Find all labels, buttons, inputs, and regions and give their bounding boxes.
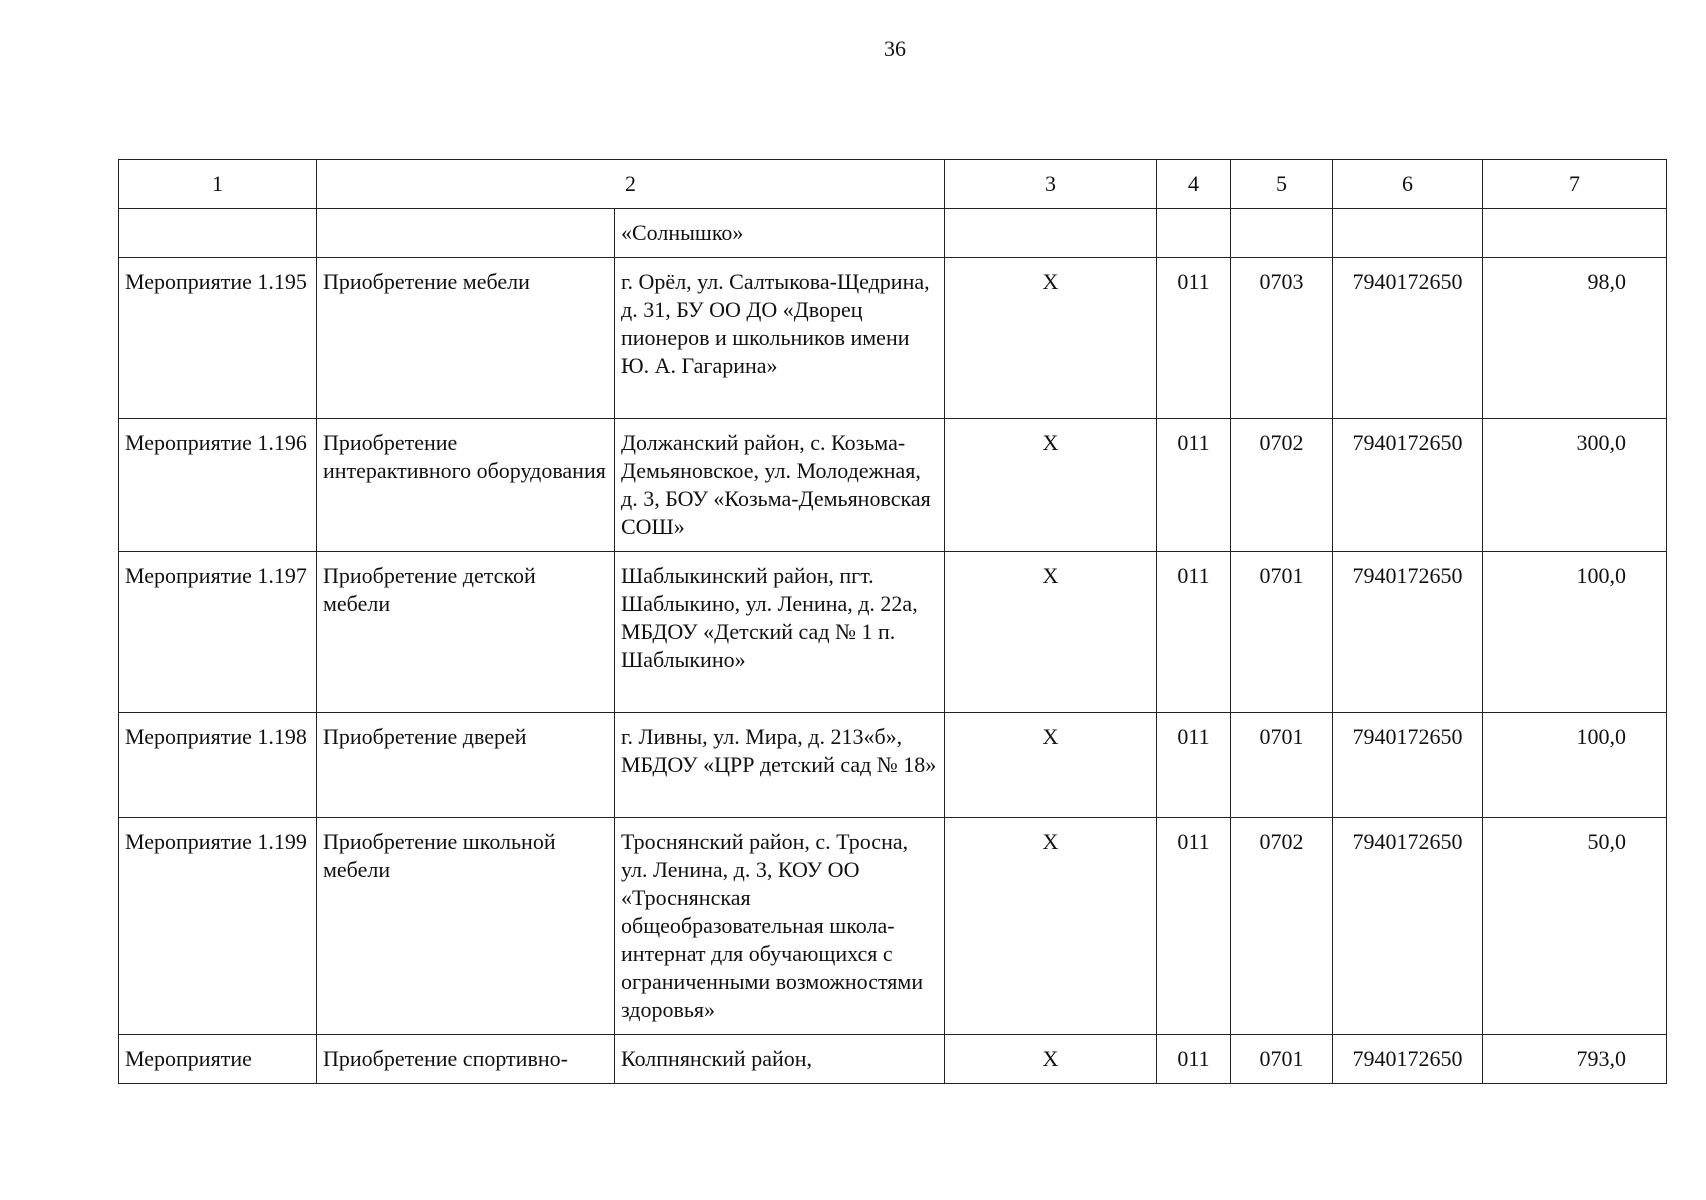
cell-address: Должанский район, с. Козьма-Демьяновское, ул. Молодежная, д. 3, БОУ «Козьма-Демьяновская СОШ» bbox=[615, 419, 945, 552]
cell-col6: 0703 bbox=[1231, 258, 1333, 419]
cell-id: Мероприятие 1.197 bbox=[119, 552, 317, 713]
cell-col5: 011 bbox=[1157, 713, 1231, 818]
cell-col6: 0702 bbox=[1231, 818, 1333, 1035]
header-row bbox=[119, 160, 1667, 209]
cell-name: Приобретение школьной мебели bbox=[317, 818, 615, 1035]
cell-col4: X bbox=[945, 258, 1157, 419]
cell-col7: 7940172650 bbox=[1333, 258, 1483, 419]
table-row bbox=[119, 713, 1667, 818]
header-col-2: 2 bbox=[317, 160, 945, 209]
header-col-5: 5 bbox=[1231, 160, 1333, 209]
cell-col4 bbox=[945, 209, 1157, 258]
cell-address: г. Ливны, ул. Мира, д. 213«б», МБДОУ «ЦРР детский сад № 18» bbox=[615, 713, 945, 818]
cell-name bbox=[317, 209, 615, 258]
cell-col5: 011 bbox=[1157, 258, 1231, 419]
cell-name: Приобретение интерактивного оборудования bbox=[317, 419, 615, 552]
cell-col5: 011 bbox=[1157, 1035, 1231, 1084]
cell-id: Мероприятие 1.195 bbox=[119, 258, 317, 419]
cell-col6 bbox=[1231, 209, 1333, 258]
cell-address: «Солнышко» bbox=[615, 209, 945, 258]
cell-id: Мероприятие bbox=[119, 1035, 317, 1084]
cell-name: Приобретение детской мебели bbox=[317, 552, 615, 713]
cell-col7: 7940172650 bbox=[1333, 552, 1483, 713]
cell-col8: 793,0 bbox=[1483, 1035, 1667, 1084]
cell-col4: X bbox=[945, 818, 1157, 1035]
cell-address: г. Орёл, ул. Салтыкова-Щедрина, д. 31, БУ ОО ДО «Дворец пионеров и школьников имени Ю. А. Гагарина» bbox=[615, 258, 945, 419]
cell-address: Шаблыкинский район, пгт. Шаблыкино, ул. Ленина, д. 22а, МБДОУ «Детский сад № 1 п. Шаблыкино» bbox=[615, 552, 945, 713]
cell-col4: X bbox=[945, 1035, 1157, 1084]
cell-col6: 0701 bbox=[1231, 552, 1333, 713]
cell-col5: 011 bbox=[1157, 419, 1231, 552]
table-row bbox=[119, 552, 1667, 713]
cell-col7: 7940172650 bbox=[1333, 1035, 1483, 1084]
cell-col7: 7940172650 bbox=[1333, 419, 1483, 552]
cell-col6: 0702 bbox=[1231, 419, 1333, 552]
cell-id: Мероприятие 1.196 bbox=[119, 419, 317, 552]
cell-col4: X bbox=[945, 552, 1157, 713]
table-row bbox=[119, 258, 1667, 419]
cell-col5: 011 bbox=[1157, 818, 1231, 1035]
header-col-1: 1 bbox=[119, 160, 317, 209]
table-row-continuation bbox=[119, 209, 1667, 258]
cell-col6: 0701 bbox=[1231, 1035, 1333, 1084]
cell-col5: 011 bbox=[1157, 552, 1231, 713]
cell-address: Колпнянский район, bbox=[615, 1035, 945, 1084]
budget-table bbox=[118, 159, 1667, 1084]
page-number: 36 bbox=[884, 36, 906, 61]
cell-name: Приобретение мебели bbox=[317, 258, 615, 419]
table-row bbox=[119, 818, 1667, 1035]
cell-col8: 100,0 bbox=[1483, 552, 1667, 713]
cell-id bbox=[119, 209, 317, 258]
table-row bbox=[119, 419, 1667, 552]
cell-col8: 100,0 bbox=[1483, 713, 1667, 818]
table-row bbox=[119, 1035, 1667, 1084]
header-col-4: 4 bbox=[1157, 160, 1231, 209]
cell-address: Троснянский район, с. Тросна, ул. Ленина, д. 3, КОУ ОО «Троснянская общеобразовательная школа-интернат для обучающихся с ограниченными возможностями здоровья» bbox=[615, 818, 945, 1035]
cell-col7 bbox=[1333, 209, 1483, 258]
cell-col4: X bbox=[945, 713, 1157, 818]
header-col-3: 3 bbox=[945, 160, 1157, 209]
cell-col8: 300,0 bbox=[1483, 419, 1667, 552]
cell-col7: 7940172650 bbox=[1333, 818, 1483, 1035]
cell-name: Приобретение спортивно- bbox=[317, 1035, 615, 1084]
cell-id: Мероприятие 1.198 bbox=[119, 713, 317, 818]
cell-name: Приобретение дверей bbox=[317, 713, 615, 818]
header-col-6: 6 bbox=[1333, 160, 1483, 209]
header-col-7: 7 bbox=[1483, 160, 1667, 209]
cell-col8 bbox=[1483, 209, 1667, 258]
cell-col5 bbox=[1157, 209, 1231, 258]
cell-col6: 0701 bbox=[1231, 713, 1333, 818]
cell-col7: 7940172650 bbox=[1333, 713, 1483, 818]
cell-col4: X bbox=[945, 419, 1157, 552]
cell-id: Мероприятие 1.199 bbox=[119, 818, 317, 1035]
cell-col8: 98,0 bbox=[1483, 258, 1667, 419]
cell-col8: 50,0 bbox=[1483, 818, 1667, 1035]
